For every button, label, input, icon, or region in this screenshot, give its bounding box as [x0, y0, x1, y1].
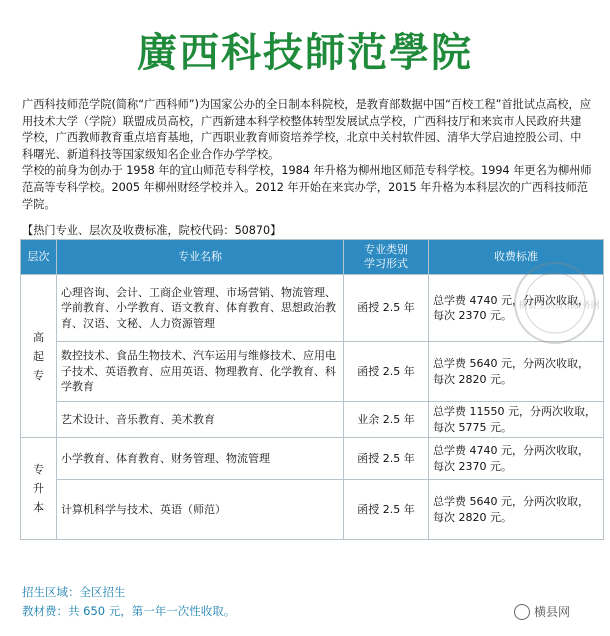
wechat-icon [514, 604, 530, 620]
major-cell: 数控技术、食品生物技术、汽车运用与维修技术、应用电子技术、英语教育、应用英语、物理教育、化学教育、科学教育 [57, 342, 344, 402]
table-row [21, 438, 604, 480]
level-cell: 专 升 本 [21, 438, 57, 540]
level-cell: 高 起 专 [21, 275, 57, 438]
college-logo [0, 22, 610, 80]
table-row [21, 402, 604, 438]
fee-cell: 总学费 5640 元，分两次收取，每次 2820 元。 [429, 480, 604, 540]
table-row [21, 480, 604, 540]
watermark-stamp [510, 258, 600, 348]
major-cell: 计算机科学与技术、英语（师范） [57, 480, 344, 540]
watermark-brand [514, 603, 570, 620]
section-heading: 【热门专业、层次及收费标准，院校代码：50870】 [22, 224, 282, 237]
major-cell: 心理咨询、会计、工商企业管理、市场营销、物流管理、学前教育、小学教育、语文教育、体育教育、思想政治教育、汉语、文秘、人力资源管理 [57, 275, 344, 342]
watermark-name: 横县网 [534, 605, 571, 619]
intro-paragraph-1: 广西科技师范学院(简称“广西科师”)为国家公办的全日制本科院校，是教育部数据中国“百校工程”首批试点高校，应用技术大学（学院）联盟成员高校，广西新建本科学校整体转型发展试点学校，广西科技厅和来宾市人民政府共建学校，广西教师教育重点培育基地，广西职业教育师资培养学校，北京中关村软件园、清华大学启迪控股公司、中科曙光、新道科技等国家级知名企业合作办学学校。 [22, 98, 591, 161]
fee-cell: 总学费 11550 元，分两次收取，每次 5775 元。 [429, 402, 604, 438]
fee-cell: 总学费 4740 元，分两次收取，每次 2370 元。 [429, 438, 604, 480]
mode-cell: 函授 2.5 年 [344, 275, 429, 342]
header-mode: 专业类别 学习形式 [344, 240, 429, 275]
mode-cell: 函授 2.5 年 [344, 342, 429, 402]
mode-cell: 函授 2.5 年 [344, 480, 429, 540]
enrollment-area: 招生区域：全区招生 [22, 585, 126, 599]
watermark-stamp-text: · 横县生活资讯服务网站 [513, 301, 600, 311]
intro-text [22, 97, 592, 213]
header-fee: 收费标准 [429, 240, 604, 275]
major-cell: 小学教育、体育教育、财务管理、物流管理 [57, 438, 344, 480]
mode-cell: 业余 2.5 年 [344, 402, 429, 438]
major-cell: 艺术设计、音乐教育、美术教育 [57, 402, 344, 438]
header-major: 专业名称 [57, 240, 344, 275]
table-row [21, 342, 604, 402]
fee-cell: 总学费 5640 元，分两次收取，每次 2820 元。 [429, 342, 604, 402]
material-fee: 教材费：共 650 元，第一年一次性收取。 [22, 604, 236, 618]
mode-cell: 函授 2.5 年 [344, 438, 429, 480]
intro-paragraph-2: 学校的前身为创办于 1958 年的宜山师范专科学校，1984 年升格为柳州地区师范专科学校。1994 年更名为柳州师范高等专科学校。2005 年柳州财经学校并入。2012 年开始在来宾办学，2015 年升格为本科层次的广西科技师范学院。 [22, 164, 592, 211]
fee-cell: 总学费 4740 元，分两次收取，每次 2370 元。 [429, 275, 604, 342]
logo-text: 廣西科技師范學院 [137, 29, 473, 76]
header-level: 层次 [21, 240, 57, 275]
